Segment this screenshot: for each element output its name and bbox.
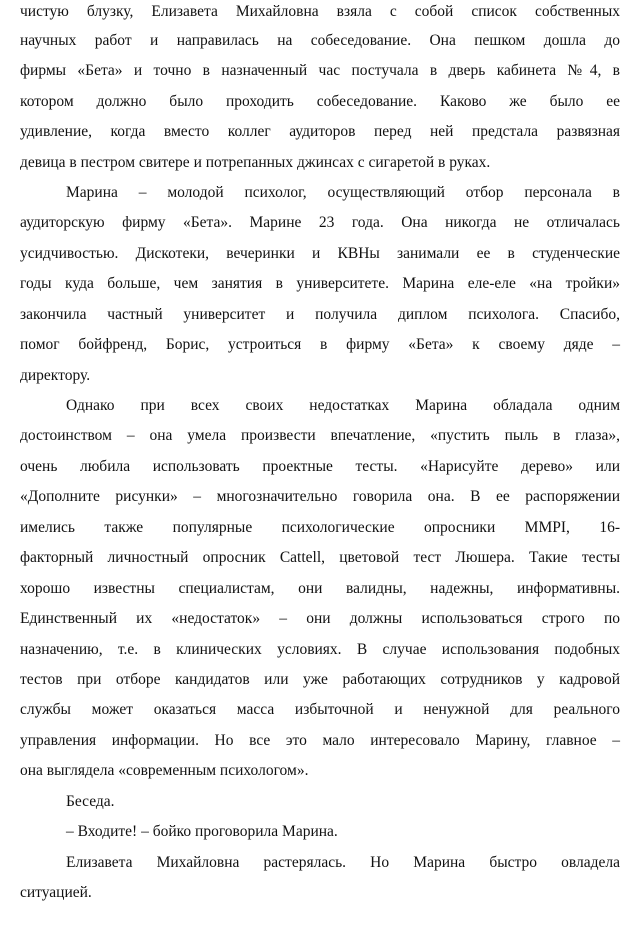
text-line: «Дополните рисунки» – многозначительно говорила она. В ее распоряжении	[20, 488, 620, 505]
text-line: назначению, т.е. в клинических условиях. В случае использования подобных	[20, 641, 620, 658]
text-line: годы куда больше, чем занятия в университете. Марина еле-еле «на тройки»	[20, 275, 620, 292]
text-line: фирмы «Бета» и точно в назначенный час постучала в дверь кабинета №4, в	[20, 62, 620, 79]
text-line: Елизавета Михайловна растерялась. Но Марина быстро овладела	[66, 854, 620, 871]
text-line: тестов при отборе кандидатов или уже работающих сотрудников у кадровой	[20, 671, 620, 688]
text-line: закончила частный университет и получила диплом психолога. Спасибо,	[20, 306, 620, 323]
text-line: управления информации. Но все это мало интересовало Марину, главное –	[20, 732, 620, 749]
text-line: усидчивостью. Дискотеки, вечеринки и КВНы занимали ее в студенческие	[20, 245, 620, 262]
text-line: Беседа.	[66, 793, 115, 810]
text-line: хорошо известны специалистам, они валидны, надежны, информативны.	[20, 580, 620, 597]
text-line: очень любила использовать проектные тесты. «Нарисуйте дерево» или	[20, 458, 620, 475]
text-line: – Входите! – бойко проговорила Марина.	[66, 823, 338, 840]
text-line: удивление, когда вместо коллег аудиторов перед ней предстала развязная	[20, 123, 620, 140]
text-line: Однако при всех своих недостатках Марина обладала одним	[66, 397, 620, 414]
text-line: чистую блузку, Елизавета Михайловна взяла с собой список собственных	[20, 3, 620, 20]
text-line: достоинством – она умела произвести впечатление, «пустить пыль в глаза»,	[20, 427, 620, 444]
text-line: она выглядела «современным психологом».	[20, 762, 309, 779]
text-line: факторный личностный опросник Cattell, цветовой тест Люшера. Такие тесты	[20, 549, 620, 566]
text-line: Единственный их «недостаток» – они должны использоваться строго по	[20, 610, 620, 627]
text-line: Марина – молодой психолог, осуществляющий отбор персонала в	[66, 184, 620, 201]
text-line: котором должно было проходить собеседование. Каково же было ее	[20, 93, 620, 110]
text-line: имелись также популярные психологические опросники MMPI, 16-	[20, 519, 620, 536]
text-line: аудиторскую фирму «Бета». Марине 23 года. Она никогда не отличалась	[20, 214, 620, 231]
text-line: ситуацией.	[20, 884, 92, 901]
text-line: директору.	[20, 367, 91, 384]
text-line: службы может оказаться масса избыточной и ненужной для реального	[20, 701, 620, 718]
text-line: научных работ и направилась на собеседование. Она пешком дошла до	[20, 32, 620, 49]
text-line: помог бойфренд, Борис, устроиться в фирму «Бета» к своему дяде –	[20, 336, 620, 353]
text-line: девица в пестром свитере и потрепанных джинсах с сигаретой в руках.	[20, 154, 491, 171]
